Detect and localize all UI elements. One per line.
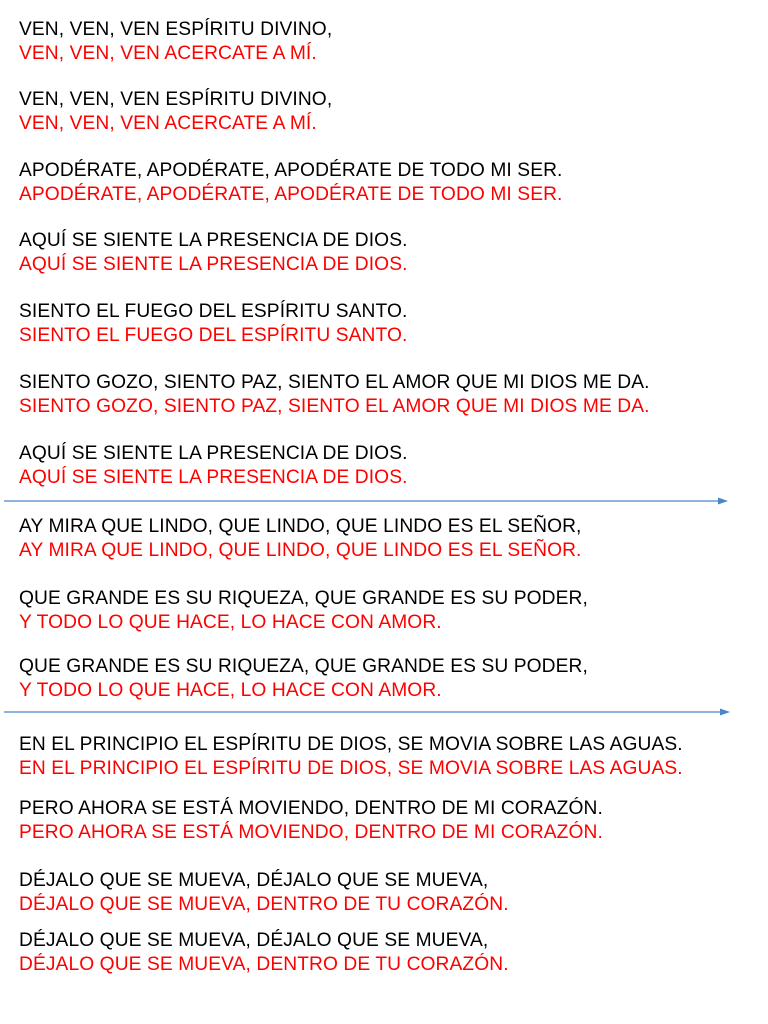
stanza-12 [19,797,764,845]
lead-line: DÉJALO QUE SE MUEVA, DÉJALO QUE SE MUEVA, [19,870,489,891]
response-line: VEN, VEN, VEN ACERCATE A MÍ. [19,113,317,134]
stanza-8 [19,515,764,563]
lead-line: PERO AHORA SE ESTÁ MOVIENDO, DENTRO DE MI CORAZÓN. [19,798,603,819]
lead-line: QUE GRANDE ES SU RIQUEZA, QUE GRANDE ES SU PODER, [19,656,588,677]
stanza-4 [19,229,764,277]
lead-line: DÉJALO QUE SE MUEVA, DÉJALO QUE SE MUEVA, [19,930,489,951]
response-line: AQUÍ SE SIENTE LA PRESENCIA DE DIOS. [19,467,408,488]
stanza-7 [19,442,764,490]
section-divider-arrow [0,496,768,506]
stanza-11 [19,733,764,781]
response-line: EN EL PRINCIPIO EL ESPÍRITU DE DIOS, SE MOVIA SOBRE LAS AGUAS. [19,758,683,779]
response-line: Y TODO LO QUE HACE, LO HACE CON AMOR. [19,612,442,633]
stanza-10 [19,655,764,703]
lead-line: EN EL PRINCIPIO EL ESPÍRITU DE DIOS, SE MOVIA SOBRE LAS AGUAS. [19,734,683,755]
response-line: PERO AHORA SE ESTÁ MOVIENDO, DENTRO DE MI CORAZÓN. [19,822,603,843]
stanza-2 [19,88,764,136]
lead-line: APODÉRATE, APODÉRATE, APODÉRATE DE TODO MI SER. [19,160,563,181]
lead-line: AQUÍ SE SIENTE LA PRESENCIA DE DIOS. [19,443,408,464]
response-line: SIENTO EL FUEGO DEL ESPÍRITU SANTO. [19,325,408,346]
stanza-14 [19,929,764,977]
stanza-9 [19,587,764,635]
response-line: VEN, VEN, VEN ACERCATE A MÍ. [19,43,317,64]
section-divider-arrow [0,707,768,717]
stanza-3 [19,159,764,207]
stanza-1 [19,18,764,66]
response-line: DÉJALO QUE SE MUEVA, DENTRO DE TU CORAZÓN. [19,894,509,915]
lead-line: SIENTO EL FUEGO DEL ESPÍRITU SANTO. [19,301,408,322]
lead-line: AY MIRA QUE LINDO, QUE LINDO, QUE LINDO ES EL SEÑOR, [19,516,582,537]
response-line: SIENTO GOZO, SIENTO PAZ, SIENTO EL AMOR QUE MI DIOS ME DA. [19,396,650,417]
stanza-6 [19,371,764,419]
response-line: Y TODO LO QUE HACE, LO HACE CON AMOR. [19,680,442,701]
response-line: APODÉRATE, APODÉRATE, APODÉRATE DE TODO MI SER. [19,184,563,205]
lead-line: SIENTO GOZO, SIENTO PAZ, SIENTO EL AMOR QUE MI DIOS ME DA. [19,372,650,393]
stanza-5 [19,300,764,348]
lead-line: VEN, VEN, VEN ESPÍRITU DIVINO, [19,19,333,40]
lead-line: QUE GRANDE ES SU RIQUEZA, QUE GRANDE ES SU PODER, [19,588,588,609]
stanza-13 [19,869,764,917]
response-line: AQUÍ SE SIENTE LA PRESENCIA DE DIOS. [19,254,408,275]
response-line: DÉJALO QUE SE MUEVA, DENTRO DE TU CORAZÓN. [19,954,509,975]
lead-line: VEN, VEN, VEN ESPÍRITU DIVINO, [19,89,333,110]
lead-line: AQUÍ SE SIENTE LA PRESENCIA DE DIOS. [19,230,408,251]
response-line: AY MIRA QUE LINDO, QUE LINDO, QUE LINDO ES EL SEÑOR. [19,540,582,561]
